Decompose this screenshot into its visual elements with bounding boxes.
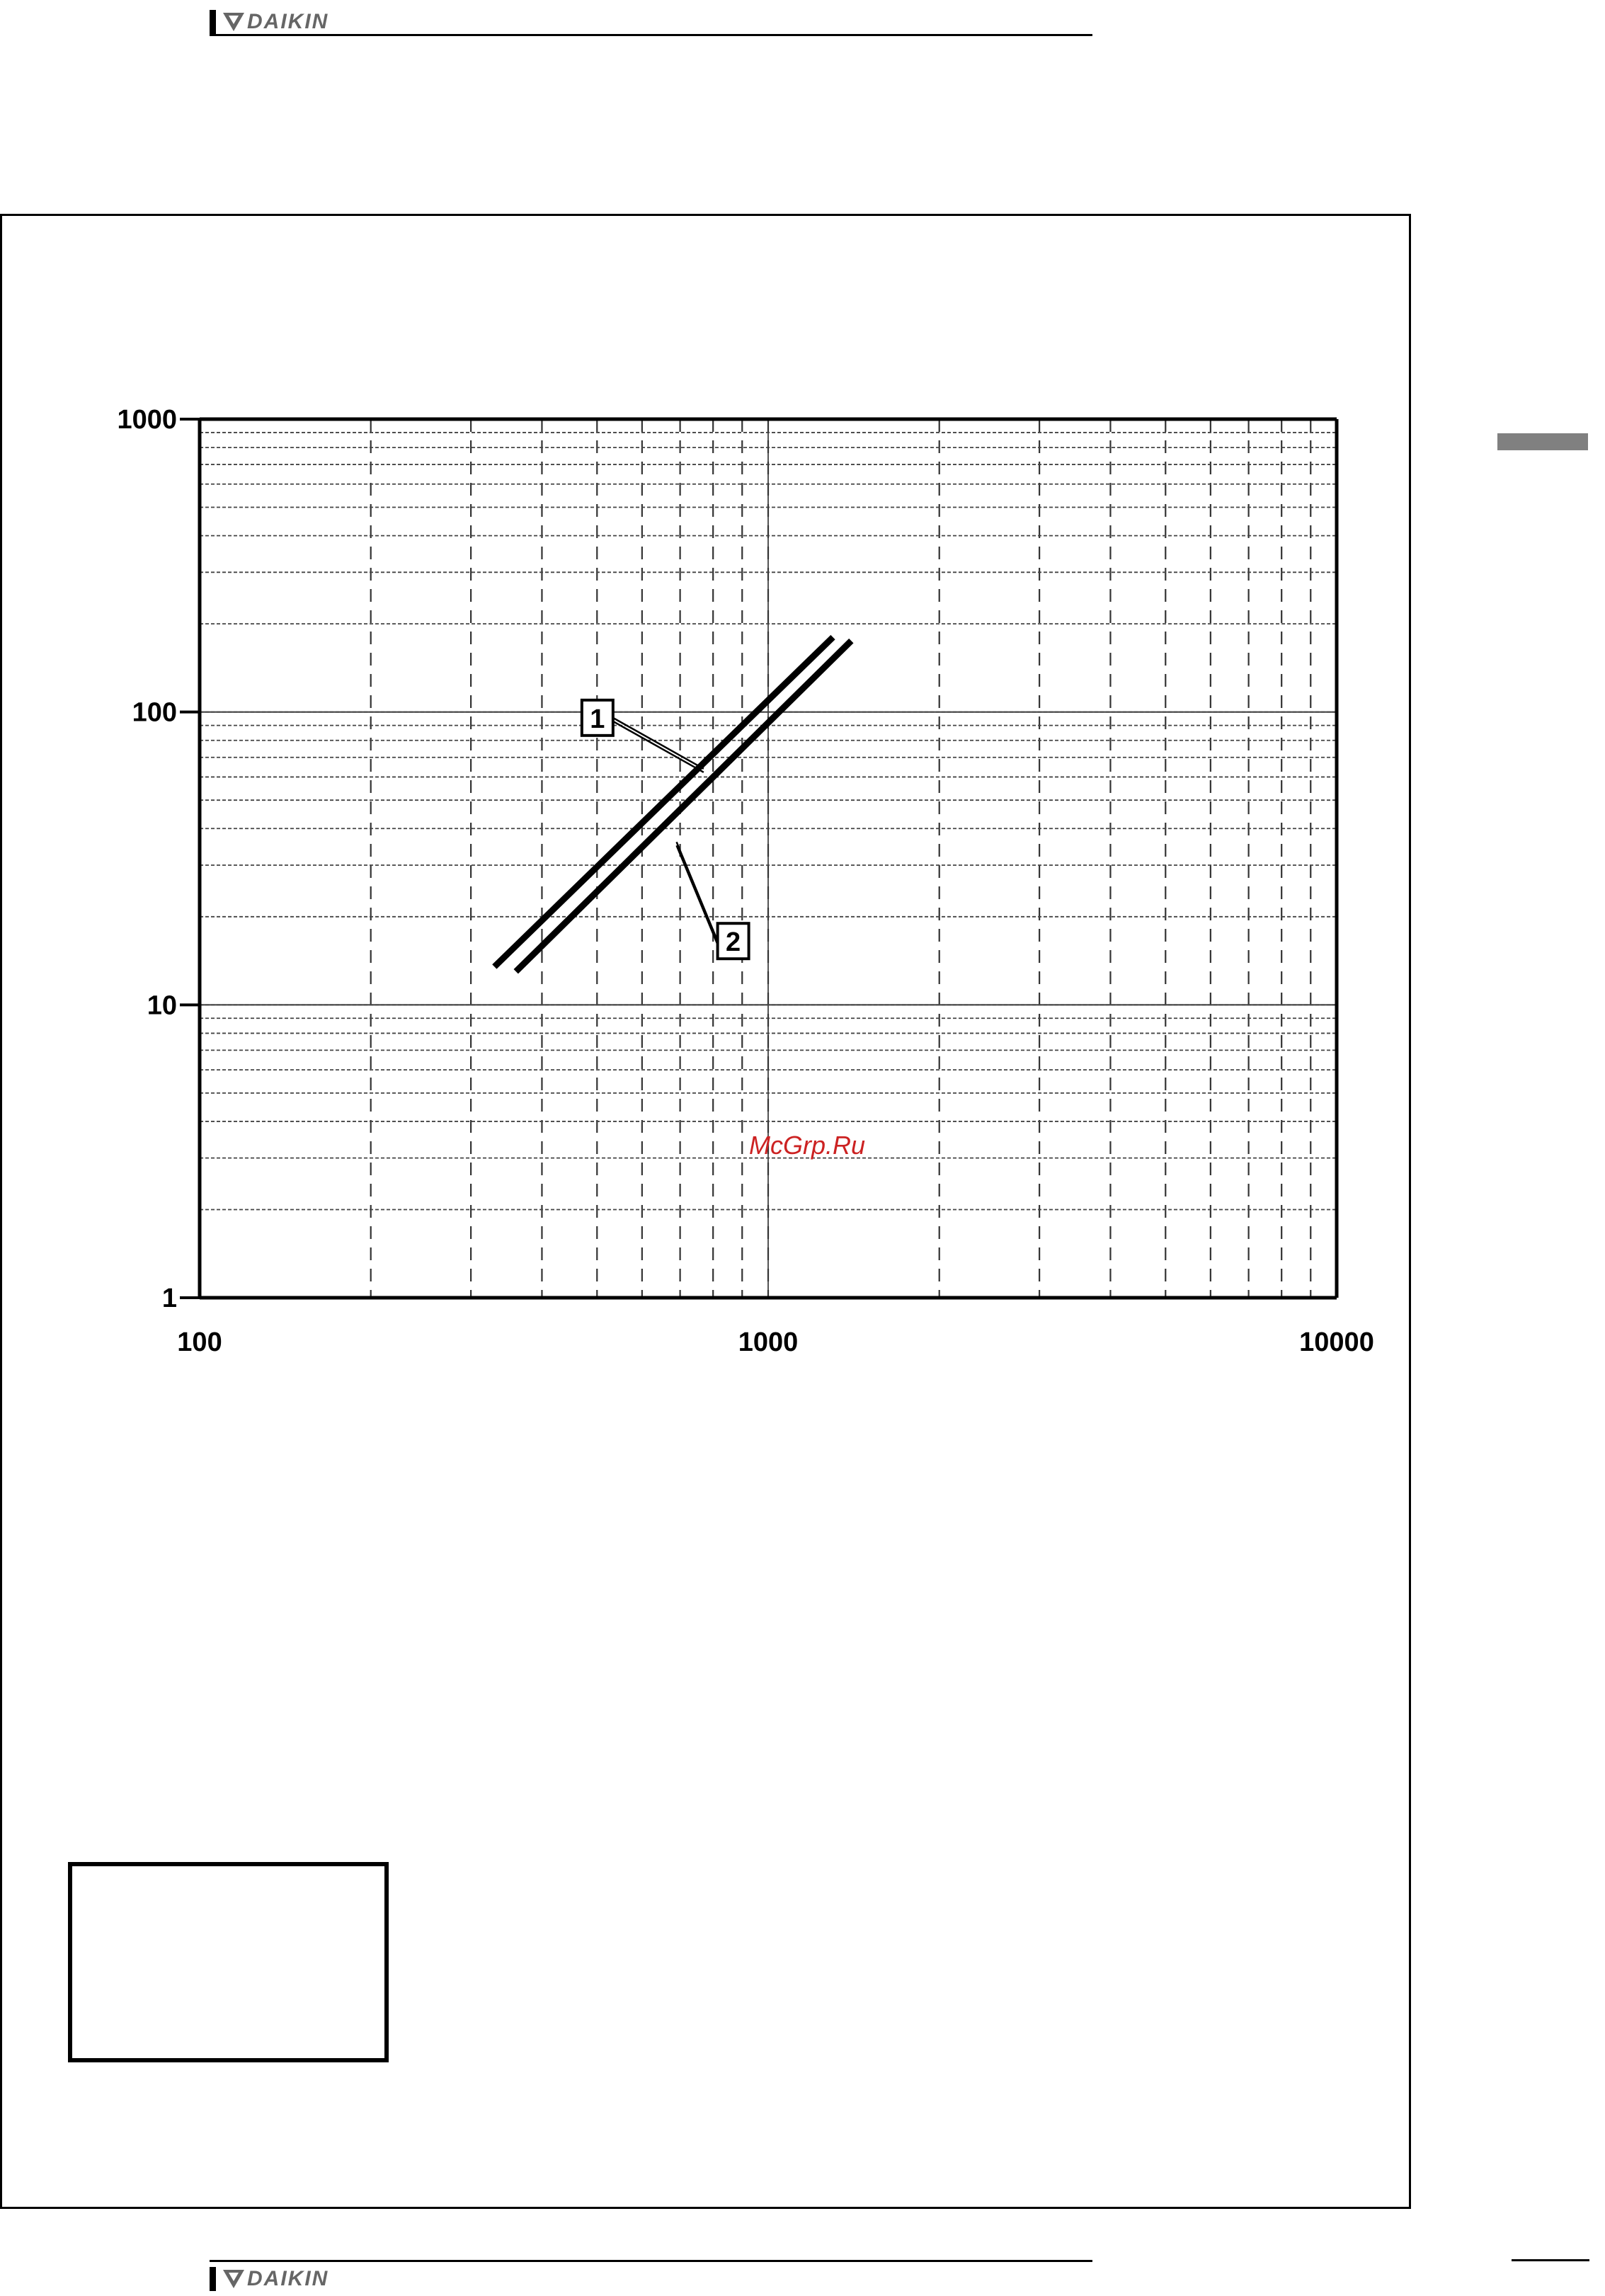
footer-logo [210, 2267, 329, 2291]
series-line-1 [494, 637, 833, 966]
chart-axes [117, 405, 1373, 1357]
x-tick-label: 1000 [738, 1327, 799, 1357]
y-tick-label: 100 [132, 697, 177, 728]
logo-bar [210, 2267, 216, 2291]
daikin-logo [223, 2267, 329, 2291]
x-tick-label: 100 [177, 1327, 222, 1357]
callout-label-1: 1 [590, 704, 605, 734]
daikin-triangle-icon [223, 2270, 244, 2288]
callout-leader-2 [677, 842, 718, 941]
chart-series [494, 637, 851, 971]
footer-brand: DAIKIN [247, 2267, 329, 2290]
callout-leader-1 [613, 721, 704, 772]
footer-rule [210, 2260, 1092, 2262]
watermark-text: McGrp.Ru [748, 1131, 866, 1160]
footer-side-rule [1512, 2259, 1589, 2261]
callout-label-2: 2 [726, 927, 741, 958]
chart-annotations [582, 700, 749, 959]
callout-leader-2 [677, 845, 718, 944]
note-box [68, 1862, 389, 2062]
y-tick-label: 1000 [117, 405, 177, 435]
x-tick-label: 10000 [1299, 1327, 1374, 1357]
header-brand: DAIKIN [247, 10, 329, 33]
y-tick-label: 1 [161, 1284, 177, 1313]
series-line-2 [516, 641, 852, 971]
chart-grid [200, 419, 1337, 1298]
y-tick-label: 10 [147, 990, 177, 1021]
